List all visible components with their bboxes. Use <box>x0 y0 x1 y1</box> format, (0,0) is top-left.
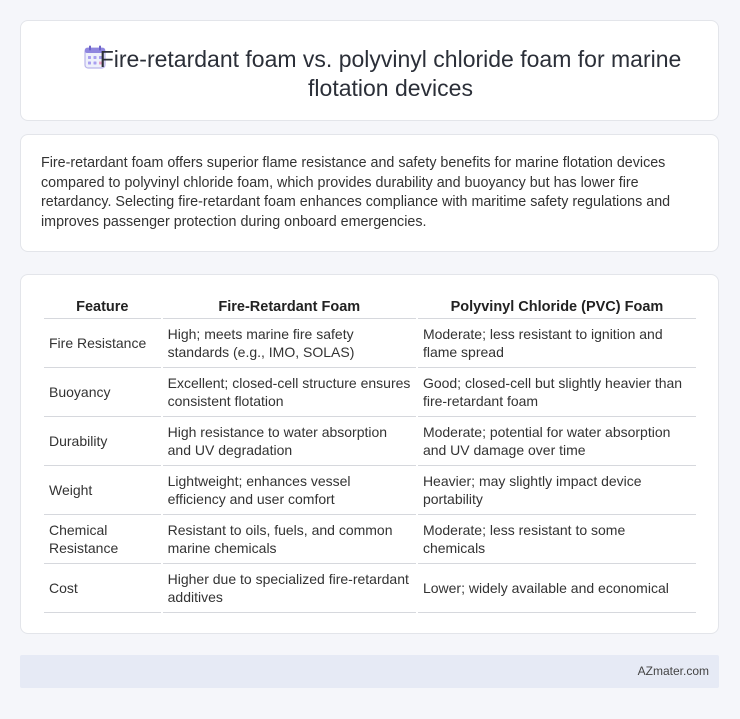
comparison-table <box>42 295 698 613</box>
intro-paragraph: Fire-retardant foam offers superior flame resistance and safety benefits for marine flotation devices compared to polyvinyl chloride foam, which provides durability and buoyancy but has lower fire retardancy. Selecting fire-retardant foam enhances compliance with maritime safety regulations and improves passenger protection during onboard emergencies. <box>41 155 671 230</box>
table-header-row <box>44 295 696 319</box>
table-row <box>44 466 696 515</box>
feature-cell: Fire Resistance <box>44 319 161 368</box>
feature-cell: Durability <box>44 417 161 466</box>
header-fire-retardant-foam: Fire-Retardant Foam <box>163 295 416 319</box>
footer-bar <box>20 655 719 688</box>
table-row <box>44 319 696 368</box>
fire-retardant-cell: High resistance to water absorption and UV degradation <box>163 417 416 466</box>
table-row <box>44 515 696 564</box>
comparison-table-card <box>20 274 719 634</box>
page-title: Fire-retardant foam vs. polyvinyl chloride foam for marine flotation devices <box>99 46 682 101</box>
pvc-cell: Moderate; less resistant to some chemicals <box>418 515 696 564</box>
pvc-cell: Lower; widely available and economical <box>418 564 696 613</box>
fire-retardant-cell: Excellent; closed-cell structure ensures consistent flotation <box>163 368 416 417</box>
table-row <box>44 564 696 613</box>
footer-brand-link[interactable]: AZmater.com <box>637 664 709 678</box>
fire-retardant-cell: Lightweight; enhances vessel efficiency and user comfort <box>163 466 416 515</box>
pvc-cell: Heavier; may slightly impact device portability <box>418 466 696 515</box>
header-feature: Feature <box>44 295 161 319</box>
fire-retardant-cell: High; meets marine fire safety standards (e.g., IMO, SOLAS) <box>163 319 416 368</box>
intro-card <box>20 134 719 252</box>
feature-cell: Chemical Resistance <box>44 515 161 564</box>
pvc-cell: Moderate; potential for water absorption and UV damage over time <box>418 417 696 466</box>
feature-cell: Cost <box>44 564 161 613</box>
table-row <box>44 417 696 466</box>
pvc-cell: Moderate; less resistant to ignition and flame spread <box>418 319 696 368</box>
table-row <box>44 368 696 417</box>
header-pvc-foam: Polyvinyl Chloride (PVC) Foam <box>418 295 696 319</box>
pvc-cell: Good; closed-cell but slightly heavier than fire-retardant foam <box>418 368 696 417</box>
feature-cell: Buoyancy <box>44 368 161 417</box>
fire-retardant-cell: Higher due to specialized fire-retardant additives <box>163 564 416 613</box>
feature-cell: Weight <box>44 466 161 515</box>
fire-retardant-cell: Resistant to oils, fuels, and common marine chemicals <box>163 515 416 564</box>
title-card <box>20 20 719 121</box>
